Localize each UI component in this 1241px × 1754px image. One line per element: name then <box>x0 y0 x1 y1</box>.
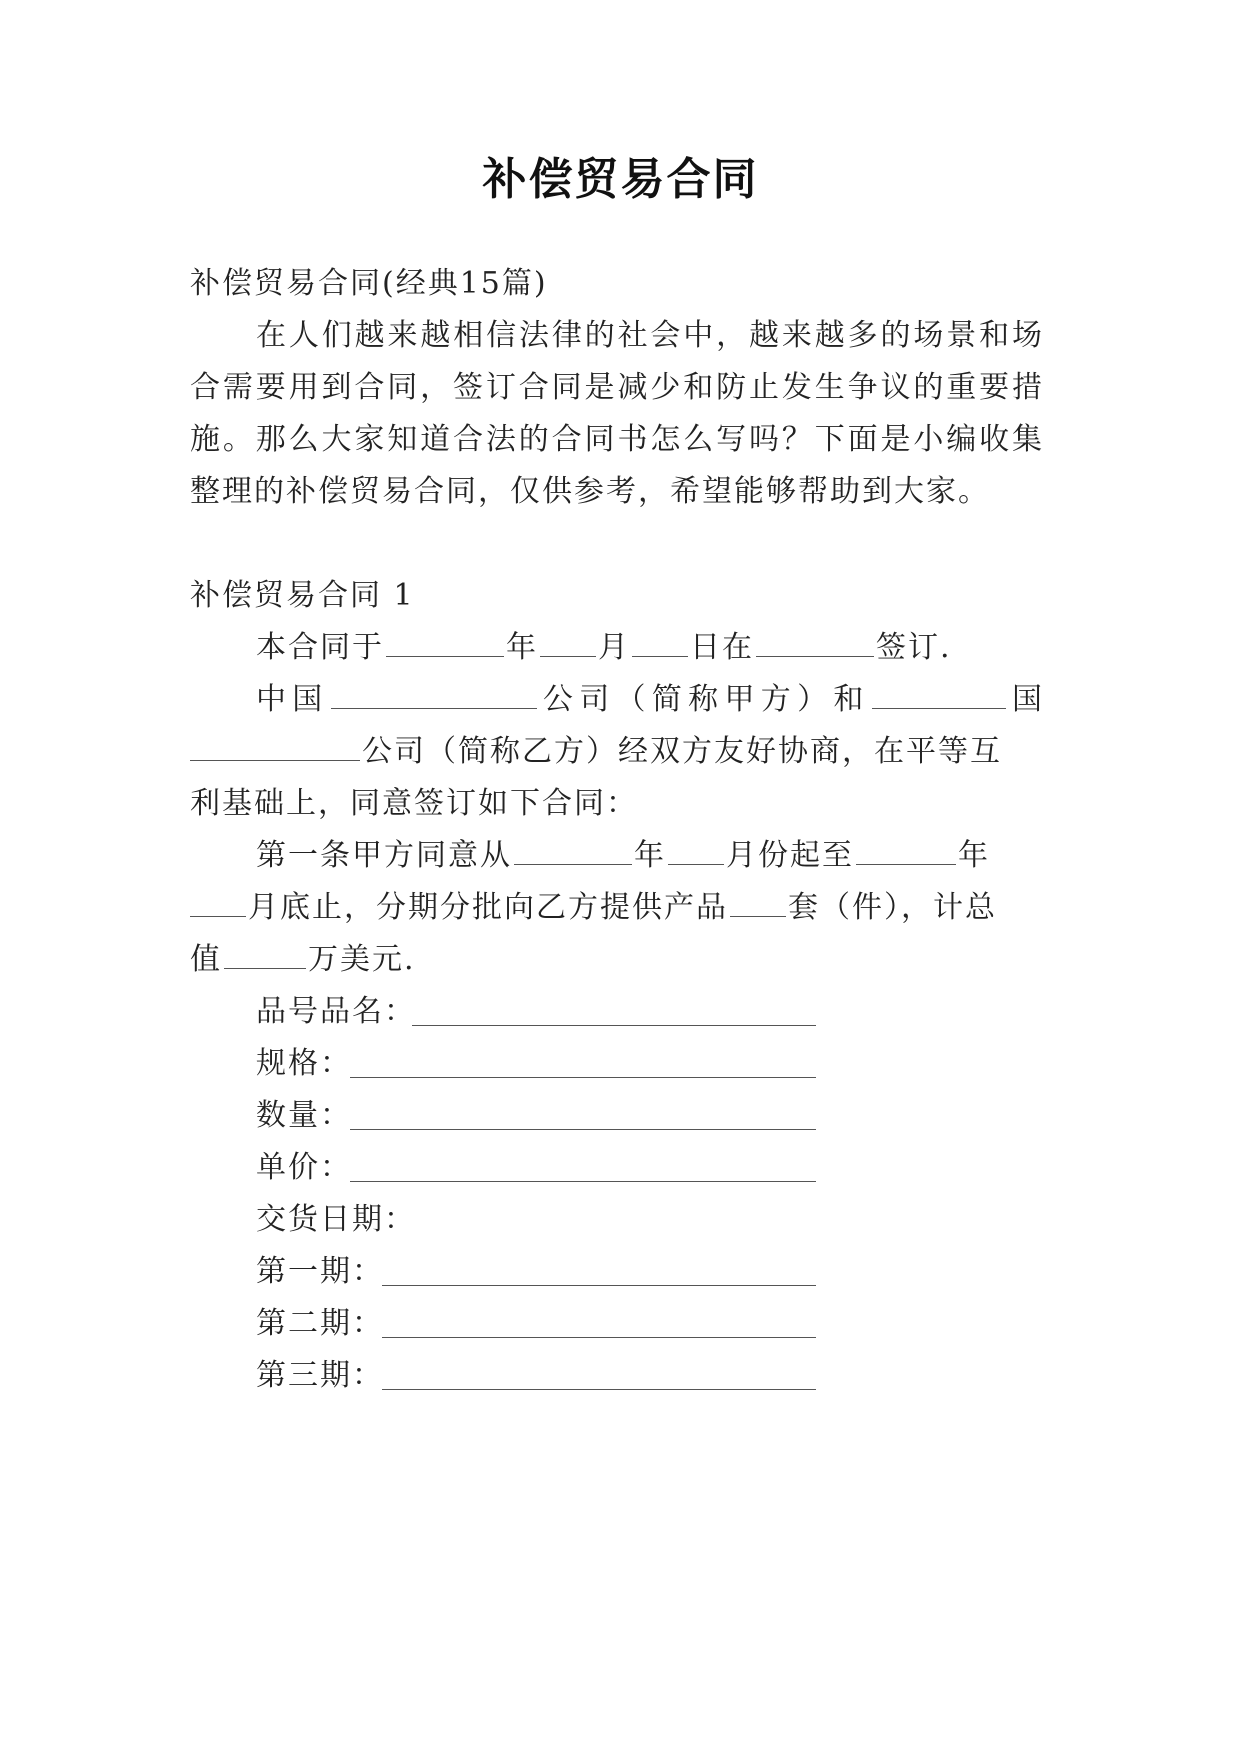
field-unit-price-line <box>350 1180 816 1182</box>
article1-text-2: 年 <box>634 838 666 873</box>
blank-place <box>756 630 874 657</box>
article1-text-3: 月份起至 <box>726 838 854 873</box>
article1-line-3 <box>190 940 416 980</box>
field-unit-price-label: 单价： <box>256 1150 352 1185</box>
parties-text-3: 国 <box>1007 682 1045 717</box>
signing-line <box>256 628 952 668</box>
field-phase1-line <box>382 1284 816 1286</box>
intro-line-1: 在人们越来越相信法律的社会中，越来越多的场景和场 <box>256 318 1044 353</box>
field-delivery-date-label: 交货日期： <box>256 1202 416 1237</box>
field-phase1-label: 第一期： <box>256 1254 384 1289</box>
article1-text-5: 月底止，分期分批向乙方提供产品 <box>248 890 728 925</box>
signing-text-3: 月 <box>598 630 630 665</box>
field-quantity-line <box>350 1128 816 1130</box>
article1-text-4: 年 <box>958 838 990 873</box>
article1-text-1: 第一条甲方同意从 <box>256 838 512 873</box>
section-heading: 补偿贸易合同 1 <box>190 578 415 613</box>
article1-line-2 <box>190 888 997 928</box>
field-phase3-line <box>382 1388 816 1390</box>
blank-sets <box>730 890 786 917</box>
blank-party-a <box>331 682 537 709</box>
parties-line-3: 利基础上，同意签订如下合同： <box>190 786 638 821</box>
blank-end-year <box>856 838 956 865</box>
parties-text-1: 中国 <box>256 682 329 717</box>
blank-day <box>632 630 688 657</box>
field-quantity-label: 数量： <box>256 1098 352 1133</box>
parties-text-4: 公司（简称乙方）经双方友好协商，在平等互 <box>362 734 1002 769</box>
blank-start-year <box>514 838 632 865</box>
signing-text-5: 签订. <box>876 630 952 665</box>
parties-line-1 <box>256 680 1044 720</box>
blank-total-value <box>224 942 306 969</box>
blank-year <box>386 630 504 657</box>
document-title: 补偿贸易合同 <box>482 154 759 205</box>
field-spec-label: 规格： <box>256 1046 352 1081</box>
blank-end-month <box>190 890 246 917</box>
parties-text-2: 公司（简称甲方）和 <box>538 682 870 717</box>
field-phase2-line <box>382 1336 816 1338</box>
blank-country <box>872 682 1006 709</box>
field-phase2-label: 第二期： <box>256 1306 384 1341</box>
signing-text-1: 本合同于 <box>256 630 384 665</box>
document-subtitle: 补偿贸易合同(经典15篇) <box>190 266 548 301</box>
field-phase3-label: 第三期： <box>256 1358 384 1393</box>
blank-month <box>540 630 596 657</box>
field-product-name-label: 品号品名： <box>256 994 416 1029</box>
article1-line-1 <box>256 836 990 876</box>
blank-start-month <box>668 838 724 865</box>
article1-text-6: 套（件），计总 <box>788 890 997 925</box>
parties-line-2 <box>190 732 1002 772</box>
blank-party-b <box>190 734 360 761</box>
intro-line-2: 合需要用到合同，签订合同是减少和防止发生争议的重要措 <box>190 370 1044 405</box>
field-product-name-line <box>412 1024 816 1026</box>
intro-line-4: 整理的补偿贸易合同，仅供参考，希望能够帮助到大家。 <box>190 474 990 509</box>
article1-text-7: 值 <box>190 942 222 977</box>
field-spec-line <box>350 1076 816 1078</box>
signing-text-2: 年 <box>506 630 538 665</box>
article1-text-8: 万美元. <box>308 942 416 977</box>
signing-text-4: 日在 <box>690 630 754 665</box>
intro-line-3: 施。那么大家知道合法的合同书怎么写吗？下面是小编收集 <box>190 422 1044 457</box>
